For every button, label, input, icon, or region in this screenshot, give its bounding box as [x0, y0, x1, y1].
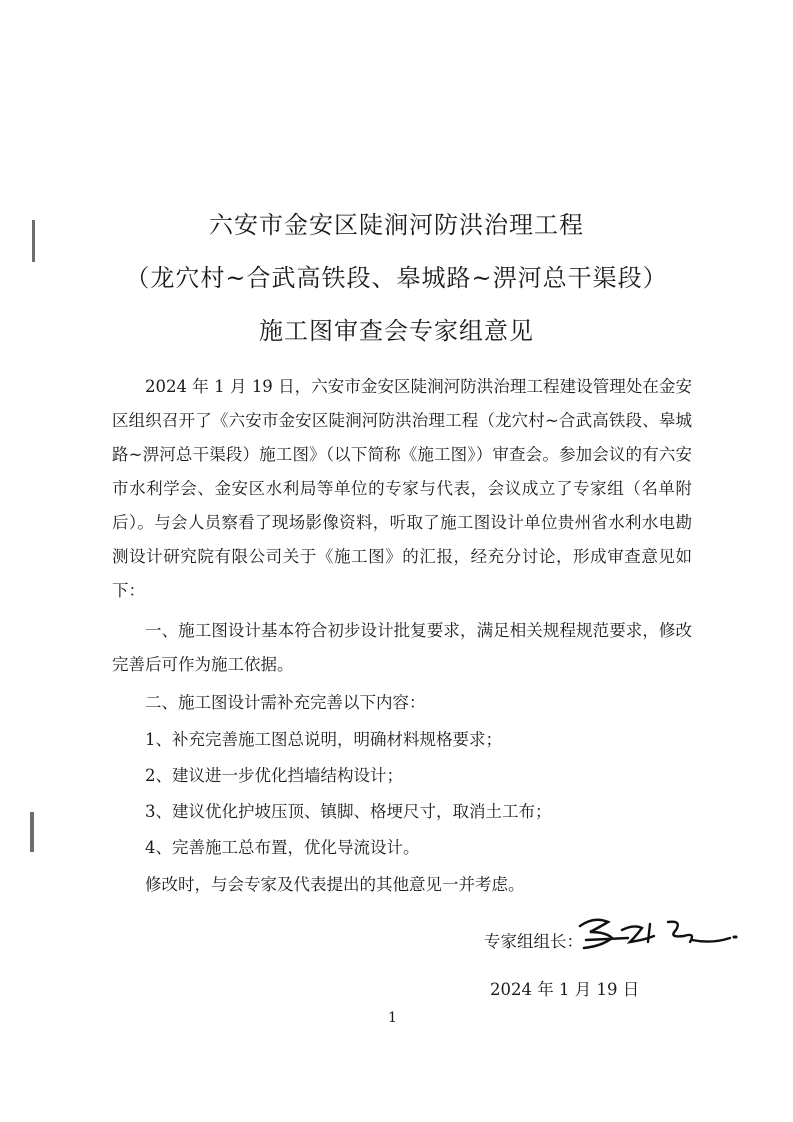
list-item: 4、完善施工总布置，优化导流设计。: [145, 838, 420, 857]
list-item: 3、建议优化护坡压顶、镇脚、格埂尺寸，取消土工布；: [145, 802, 552, 821]
document-title-line2: （龙穴村~合武高铁段、皋城路~淠河总干渠段）: [125, 264, 668, 292]
list-item: 2、建议进一步优化挡墙结构设计；: [145, 766, 403, 785]
scan-mark-bottom: [30, 812, 34, 852]
opinion-2-heading: 二、施工图设计需补充完善以下内容：: [145, 693, 426, 712]
scan-mark-top: [32, 220, 35, 262]
opinion-1: 一、施工图设计基本符合初步设计批复要求，满足相关规程规范要求，修改完善后可作为施工依据。: [112, 621, 692, 674]
document-title-line1: 六安市金安区陡涧河防洪治理工程: [209, 211, 584, 239]
page-number: 1: [388, 1010, 397, 1026]
signature-date: 2024 年 1 月 19 日: [490, 980, 640, 999]
signature-label: 专家组组长：: [484, 932, 583, 951]
intro-paragraph: 2024 年 1 月 19 日，六安市金安区陡涧河防洪治理工程建设管理处在金安区组织召开了《六安市金安区陡涧河防洪治理工程（龙穴村~合武高铁段、皋城路~淠河总干渠段）施工图》（以下简称《施工图》）审查会。参加会议的有六安市水利学会、金安区水利局等单位的专家与代表，会议成立了专家组（名单附后）。与会人员察看了现场影像资料，听取了施工图设计单位贵州省水利水电勘测设计研究院有限公司关于《施工图》的汇报，经充分讨论，形成审查意见如下：: [112, 377, 692, 600]
list-item: 1、补充完善施工图总说明，明确材料规格要求；: [145, 730, 502, 749]
closing-remark: 修改时，与会专家及代表提出的其他意见一并考虑。: [145, 875, 525, 894]
handwritten-signature: [572, 910, 742, 956]
document-title-line3: 施工图审查会专家组意见: [259, 317, 534, 345]
